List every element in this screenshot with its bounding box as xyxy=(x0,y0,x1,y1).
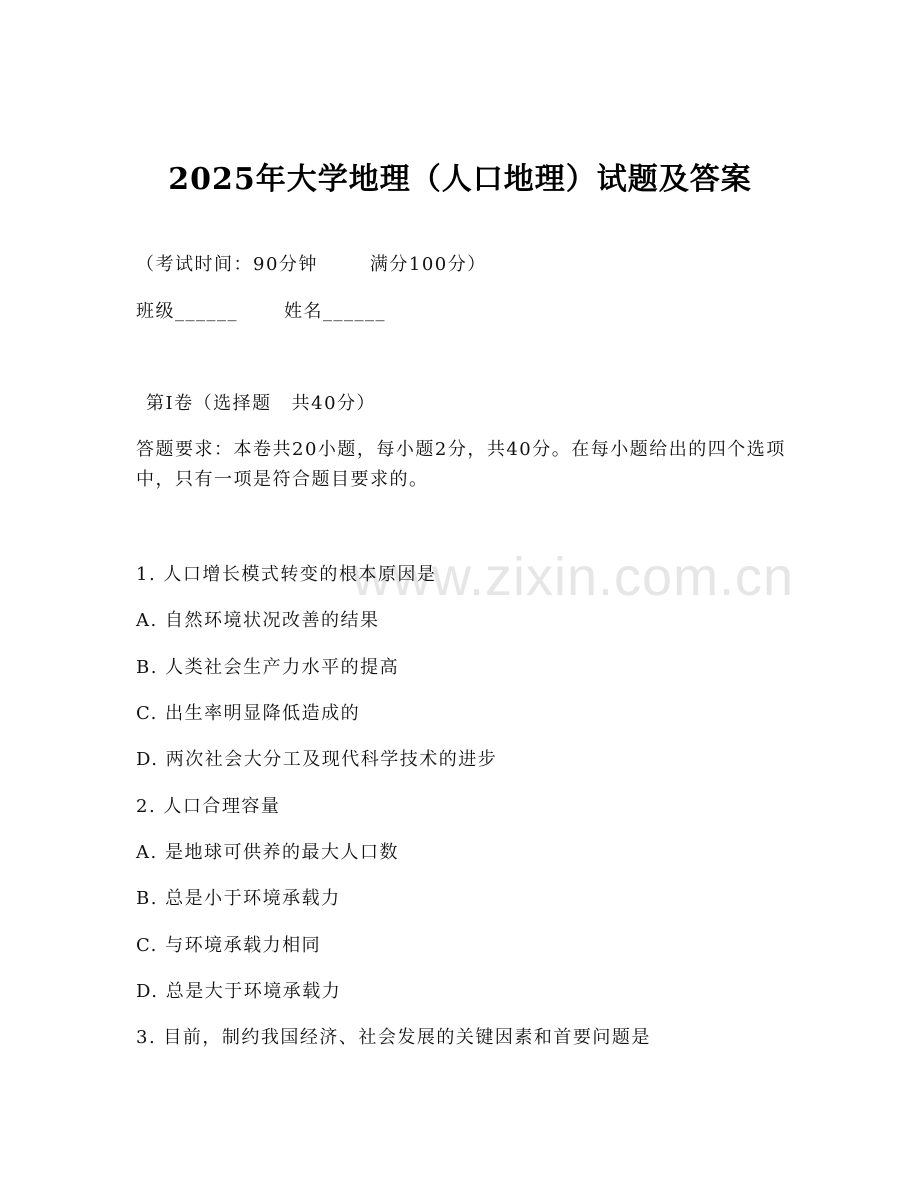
question-1-option-c: C. 出生率明显降低造成的 xyxy=(136,703,361,724)
question-1-option-a: A. 自然环境状况改善的结果 xyxy=(136,610,380,631)
section-instructions: 答题要求：本卷共20小题，每小题2分，共40分。在每小题给出的四个选项中，只有一项是符合题目要求的。 xyxy=(136,439,786,490)
question-2-stem: 2. 人口合理容量 xyxy=(136,796,281,817)
question-2-option-a: A. 是地球可供养的最大人口数 xyxy=(136,842,399,863)
exam-full-score: 满分100分） xyxy=(369,254,487,275)
class-field: 班级______ xyxy=(136,301,238,322)
question-2-option-c: C. 与环境承载力相同 xyxy=(136,935,322,956)
exam-info xyxy=(136,253,487,277)
document-title: 2025年大学地理（人口地理）试题及答案 xyxy=(168,162,752,197)
exam-time: （考试时间：90分钟 xyxy=(136,254,318,275)
question-1-stem: 1. 人口增长模式转变的根本原因是 xyxy=(136,564,437,585)
section-heading-part2: 共40分） xyxy=(291,393,377,414)
name-field: 姓名______ xyxy=(284,301,386,322)
section-heading-part1: 第Ⅰ卷（选择题 xyxy=(146,393,272,414)
question-1-option-d: D. 两次社会大分工及现代科学技术的进步 xyxy=(136,749,498,770)
question-2-option-b: B. 总是小于环境承载力 xyxy=(136,888,341,909)
section-heading xyxy=(146,392,376,416)
watermark: www.zixin.com.cn xyxy=(352,547,795,607)
student-info xyxy=(136,300,386,324)
question-1-option-b: B. 人类社会生产力水平的提高 xyxy=(136,657,400,678)
question-2-option-d: D. 总是大于环境承载力 xyxy=(136,981,342,1002)
question-3-stem: 3. 目前，制约我国经济、社会发展的关键因素和首要问题是 xyxy=(136,1027,651,1048)
